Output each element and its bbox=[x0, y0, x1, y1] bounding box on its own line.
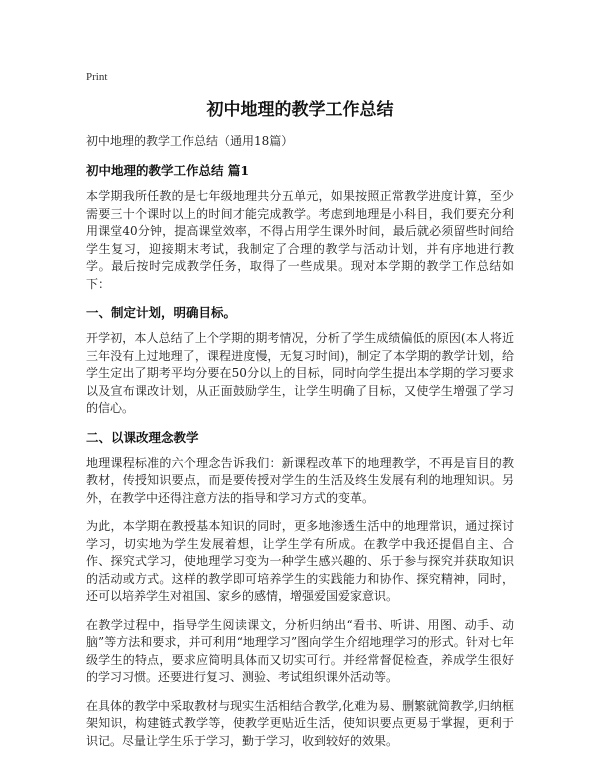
section-2-paragraph-4: 在具体的教学中采取教材与现实生活相结合教学,化难为易、删繁就简教学,归纳框架知识，构建链式教学等，使教学更贴近生活，使知识要点更易于掌握，更利于识记。尽量让学生乐于学习，勤于学习，收到较好的效果。 bbox=[86, 698, 514, 748]
part-heading: 初中地理的教学工作总结 篇1 bbox=[86, 163, 250, 178]
section-2-heading: 二、以课改理念教学 bbox=[86, 429, 199, 445]
section-2-paragraph-3: 在教学过程中，指导学生阅读课文，分析归纳出“看书、听讲、用图、动手、动脑”等方法和要求，并可利用“地理学习”图向学生介绍地理学习的形式。针对七年级学生的特点，要求应简明具体而又切实可行。并经常督促检查，养成学生很好的学习习惯。还要进行复习、测验、考试组织课外活动等。 bbox=[86, 617, 514, 684]
document-title: 初中地理的教学工作总结 bbox=[206, 100, 394, 120]
section-2-paragraph-2: 为此，本学期在教授基本知识的同时，更多地渗透生活中的地理常识，通过探讨学习，切实地为学生发展着想，让学生学有所成。在教学中我还提倡自主、合作、探究式学习，使地理学习变为一种学生感兴趣的、乐于参与探究并获取知识的活动或方式。这样的教学即可培养学生的实践能力和协作、探究精神，同时，还可以培养学生对祖国、家乡的感情，增强爱国爱家意识。 bbox=[86, 519, 514, 603]
section-2-paragraph-1: 地理课程标准的六个理念告诉我们：新课程改革下的地理教学，不再是盲目的教教材，传授知识要点，而是要传授对学生的生活及终生发展有利的地理知识。另外，在教学中还得注意方法的指导和学习方式的变革。 bbox=[86, 455, 514, 505]
print-label: Print bbox=[86, 71, 108, 83]
section-1-paragraph: 开学初，本人总结了上个学期的期考情况，分析了学生成绩偏低的原因(本人将近三年没有上过地理了，课程进度慢，无复习时间)，制定了本学期的教学计划，给学生定出了期考平均分要在50分以上的目标，同时向学生提出本学期的学习要求以及宣布课改计划，从正面鼓励学生，让学生明确了目标，又使学生增强了学习的信心。 bbox=[86, 331, 514, 415]
section-1-heading: 一、制定计划，明确目标。 bbox=[86, 305, 237, 320]
document-subtitle: 初中地理的教学工作总结（通用18篇） bbox=[86, 134, 294, 148]
intro-paragraph: 本学期我所任教的是七年级地理共分五单元，如果按照正常教学进度计算，至少需要三十个课时以上的时间才能完成教学。考虑到地理是小科目，我们要充分利用课堂40分钟，提高课堂效率，不得占用学生课外时间，最后就必须留些时间给学生复习，迎接期末考试，我制定了合理的教学与活动计划，并有序地进行教学。最后按时完成教学任务，取得了一些成果。现对本学期的教学工作总结如下： bbox=[86, 189, 514, 291]
